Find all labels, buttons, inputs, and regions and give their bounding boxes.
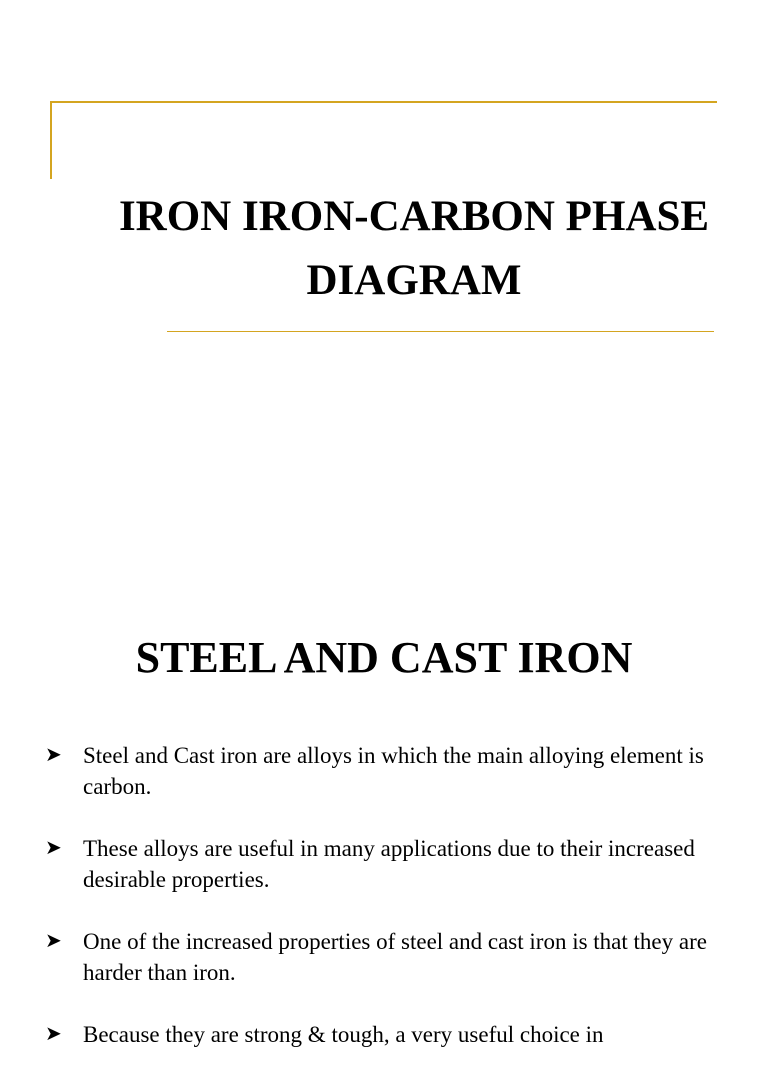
slide-title-line-1: IRON IRON-CARBON PHASE bbox=[118, 193, 710, 240]
content-slide bbox=[0, 560, 768, 1047]
bullet-text: One of the increased properties of steel and cast iron is that they are harder than iron. bbox=[83, 929, 707, 985]
arrow-bullet-icon: ➤ bbox=[45, 930, 62, 952]
slide-heading: STEEL AND CAST IRON bbox=[135, 633, 633, 682]
list-item bbox=[45, 740, 725, 802]
bullet-text: These alloys are useful in many applications due to their increased desirable properties. bbox=[83, 836, 695, 892]
list-item bbox=[45, 926, 725, 988]
list-item bbox=[45, 833, 725, 895]
bullet-list bbox=[45, 740, 725, 1081]
title-underline bbox=[167, 331, 714, 332]
bullet-text: Steel and Cast iron are alloys in which the main alloying element is carbon. bbox=[83, 743, 704, 799]
arrow-bullet-icon: ➤ bbox=[45, 837, 62, 859]
frame-left-line bbox=[50, 101, 52, 179]
bullet-text: Because they are strong & tough, a very useful choice in bbox=[83, 1022, 604, 1047]
arrow-bullet-icon: ➤ bbox=[45, 744, 62, 766]
slide-title-line-2: DIAGRAM bbox=[306, 257, 522, 304]
frame-top-line bbox=[50, 101, 717, 103]
slide-title bbox=[60, 185, 768, 313]
arrow-bullet-icon: ➤ bbox=[45, 1023, 62, 1045]
